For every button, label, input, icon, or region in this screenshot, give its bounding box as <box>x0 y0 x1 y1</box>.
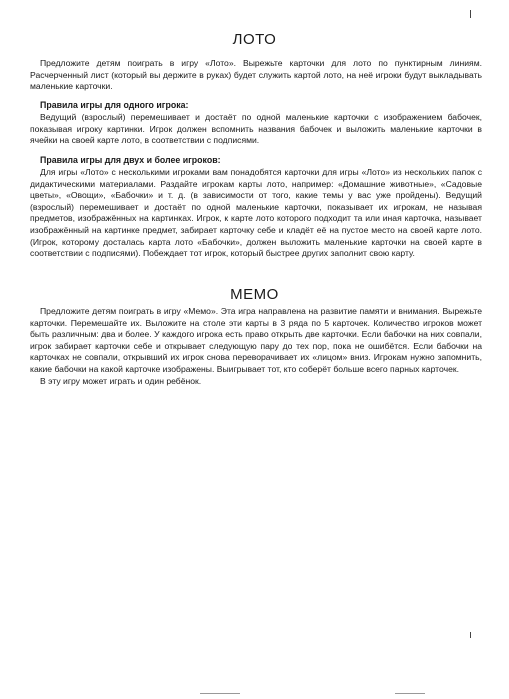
memo-rules-block <box>30 306 482 387</box>
multi-player-rules-paragraph: Для игры «Лото» с несколькими игроками вам понадобятся карточки для игры «Лото» из нескольких папок с дидактическими материалами. Раздайте игрокам карты лото, например: «Домашние животные», «Садовые цветы», «Овощи», «Бабочки» и т. д. (в зависимости от того, какие темы у вас уже пройдены). Ведущий (взрослый) перемешивает и достаёт по одной маленькие карточки, показывает их игрокам, не называя предметов, изображённых на картинках. Игрок, к карте лото которого подходит та или иная карточка, называет изображённый на картинке предмет, забирает карточку себе и кладёт её на пустое место на своей карте лото. (Игрок, которому досталась карта лото «Бабочки», должен выложить маленькие карточки на своей карте в соответствии с подписями). Побеждает тот игрок, который быстрее других заполнит свою карту. <box>30 167 482 259</box>
loto-intro-paragraph: Предложите детям поиграть в игру «Лото». Вырежьте карточки для лото по пунктирным линиям. Расчерченный лист (который вы держите в руках) будет служить картой лото, на неё игроки будут выкладывать маленькие карточки. <box>30 58 482 92</box>
scan-artifact <box>470 10 471 18</box>
multi-player-rules-heading: Правила игры для двух и более игроков: <box>40 155 221 165</box>
memo-rules-paragraph: Предложите детям поиграть в игру «Мемо». Эта игра направлена на развитие памяти и внимания. Вырежьте карточки. Перемешайте их. Выложите на столе эти карты в 3 ряда по 5 карточек. Количество игроков может быть различным: два и более. У каждого игрока есть право открыть две карточки. Если бабочки на них совпали, игрок забирает карточки себе и открывает следующую пару до тех пор, пока не ошибётся. Если бабочки на карточках не совпали, открывший их игрок снова переворачивает их «лицом» вниз. Игрокам нужно запомнить, какие бабочки на какой карточке изображены. Выигрывает тот, кто соберёт больше всего парных карточек. <box>30 306 482 374</box>
memo-title: МЕМО <box>230 286 279 303</box>
single-player-rules-block <box>30 112 482 147</box>
scan-artifact <box>200 693 240 694</box>
memo-note-paragraph: В эту игру может играть и один ребёнок. <box>40 375 202 386</box>
single-player-rules-paragraph: Ведущий (взрослый) перемешивает и достаёт по одной маленькие карточки с изображением бабочек, показывая игроку картинки. Игрок должен вспомнить названия бабочек и выложить маленькие карточки в ячейки на своей карте лото, в соответствии с подписями. <box>30 112 482 146</box>
loto-intro-block <box>30 58 482 93</box>
scan-artifact <box>470 632 471 638</box>
multi-player-rules-block <box>30 167 482 260</box>
scan-artifact <box>395 693 425 694</box>
single-player-rules-heading: Правила игры для одного игрока: <box>40 100 189 110</box>
loto-title: ЛОТО <box>232 31 277 48</box>
